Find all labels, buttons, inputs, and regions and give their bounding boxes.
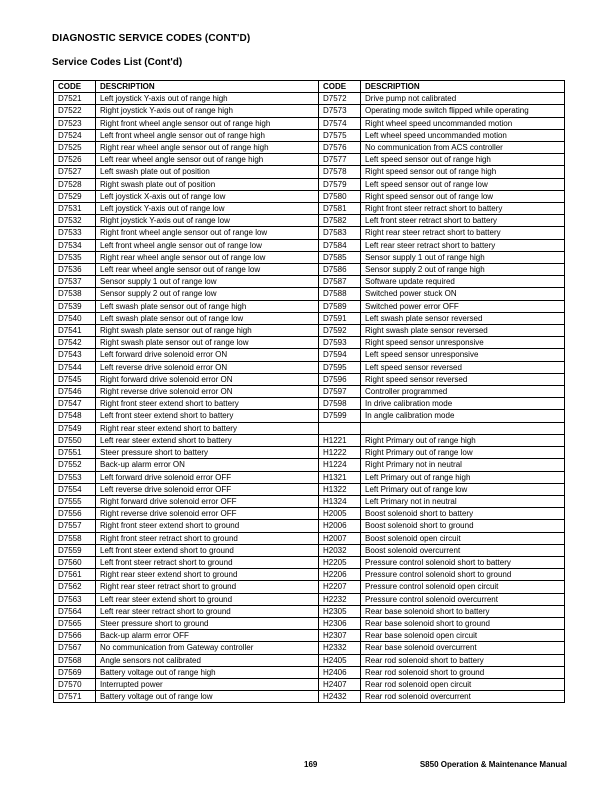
code-cell: H2232 (319, 593, 361, 605)
code-cell: D7576 (319, 142, 361, 154)
description-cell: Right Primary out of range low (361, 447, 565, 459)
table-row (54, 251, 565, 263)
code-cell: D7548 (54, 410, 96, 422)
code-cell: D7563 (54, 593, 96, 605)
table-row (54, 471, 565, 483)
description-cell: Right reverse drive solenoid error ON (96, 386, 319, 398)
code-cell: D7578 (319, 166, 361, 178)
code-cell: D7525 (54, 142, 96, 154)
table-row (54, 105, 565, 117)
table-row (54, 532, 565, 544)
code-cell: D7555 (54, 495, 96, 507)
table-row (54, 337, 565, 349)
table-row (54, 386, 565, 398)
table-row (54, 544, 565, 556)
description-cell: Right rear steer extend short to battery (96, 422, 319, 434)
description-cell: Right wheel speed uncommanded motion (361, 117, 565, 129)
description-cell: Left rear steer retract short to ground (96, 605, 319, 617)
code-cell: D7568 (54, 654, 96, 666)
table-row (54, 215, 565, 227)
description-cell: Right rear steer extend short to ground (96, 569, 319, 581)
description-cell: Rear rod solenoid short to ground (361, 666, 565, 678)
code-cell: D7522 (54, 105, 96, 117)
code-cell: D7539 (54, 300, 96, 312)
code-cell: D7541 (54, 325, 96, 337)
description-cell: Left Primary out of range high (361, 471, 565, 483)
table-body (54, 93, 565, 703)
code-cell: D7584 (319, 239, 361, 251)
code-cell: D7565 (54, 617, 96, 629)
code-cell: D7547 (54, 398, 96, 410)
description-cell: Left forward drive solenoid error OFF (96, 471, 319, 483)
description-cell: Rear base solenoid short to ground (361, 617, 565, 629)
code-cell: D7551 (54, 447, 96, 459)
table-row (54, 312, 565, 324)
table-row (54, 361, 565, 373)
code-cell: D7588 (319, 288, 361, 300)
table-row (54, 605, 565, 617)
description-cell: Left rear steer extend short to battery (96, 434, 319, 446)
description-cell: Left rear steer extend short to ground (96, 593, 319, 605)
code-cell: D7558 (54, 532, 96, 544)
page-number: 169 (304, 760, 318, 769)
code-cell: H2032 (319, 544, 361, 556)
description-cell: Left Primary not in neutral (361, 495, 565, 507)
code-cell (319, 422, 361, 434)
code-cell: D7564 (54, 605, 96, 617)
table-row (54, 593, 565, 605)
description-cell: Left reverse drive solenoid error ON (96, 361, 319, 373)
table-row (54, 117, 565, 129)
description-cell: Controller programmed (361, 386, 565, 398)
table-row (54, 447, 565, 459)
code-cell: H2005 (319, 508, 361, 520)
description-cell: Sensor supply 1 out of range low (96, 276, 319, 288)
code-cell: D7544 (54, 361, 96, 373)
description-cell: Switched power stuck ON (361, 288, 565, 300)
code-cell: D7597 (319, 386, 361, 398)
description-cell: Rear rod solenoid overcurrent (361, 691, 565, 703)
description-cell: Back-up alarm error ON (96, 459, 319, 471)
description-cell: Right front steer retract short to ground (96, 532, 319, 544)
code-cell: D7573 (319, 105, 361, 117)
description-cell: Right rear steer retract short to ground (96, 581, 319, 593)
code-cell: H2432 (319, 691, 361, 703)
description-cell: Left Primary out of range low (361, 483, 565, 495)
description-cell: Right speed sensor out of range low (361, 190, 565, 202)
code-cell: D7552 (54, 459, 96, 471)
code-cell: D7524 (54, 129, 96, 141)
code-cell: D7574 (319, 117, 361, 129)
description-cell: Left front steer extend short to battery (96, 410, 319, 422)
description-cell: Sensor supply 2 out of range high (361, 264, 565, 276)
description-cell: No communication from ACS controller (361, 142, 565, 154)
code-cell: D7592 (319, 325, 361, 337)
description-cell: Rear rod solenoid open circuit (361, 678, 565, 690)
description-cell: Left joystick Y-axis out of range low (96, 203, 319, 215)
code-cell: D7535 (54, 251, 96, 263)
code-cell: D7579 (319, 178, 361, 190)
description-cell: Rear base solenoid open circuit (361, 630, 565, 642)
code-cell: D7532 (54, 215, 96, 227)
description-cell: Left swash plate sensor out of range high (96, 300, 319, 312)
code-cell: D7560 (54, 556, 96, 568)
table-row (54, 569, 565, 581)
description-cell: Sensor supply 1 out of range high (361, 251, 565, 263)
description-cell: Operating mode switch flipped while operating (361, 105, 565, 117)
description-cell: Right front steer extend short to ground (96, 520, 319, 532)
code-cell: D7586 (319, 264, 361, 276)
table-row (54, 264, 565, 276)
description-cell: Boost solenoid short to battery (361, 508, 565, 520)
table-header-row (54, 81, 565, 93)
description-cell: Sensor supply 2 out of range low (96, 288, 319, 300)
code-cell: D7546 (54, 386, 96, 398)
code-cell: H1224 (319, 459, 361, 471)
code-cell: H2305 (319, 605, 361, 617)
code-cell: D7529 (54, 190, 96, 202)
description-cell: Pressure control solenoid open circuit (361, 581, 565, 593)
description-cell: Left swash plate sensor reversed (361, 312, 565, 324)
code-cell: H2407 (319, 678, 361, 690)
code-cell: D7543 (54, 349, 96, 361)
description-cell: Left speed sensor unresponsive (361, 349, 565, 361)
code-cell: D7581 (319, 203, 361, 215)
table-row (54, 483, 565, 495)
code-cell: D7559 (54, 544, 96, 556)
code-cell: D7545 (54, 373, 96, 385)
description-cell: Boost solenoid short to ground (361, 520, 565, 532)
code-cell: H1322 (319, 483, 361, 495)
code-cell: D7567 (54, 642, 96, 654)
table-row (54, 642, 565, 654)
code-cell: D7571 (54, 691, 96, 703)
code-cell: H2206 (319, 569, 361, 581)
code-cell: H2207 (319, 581, 361, 593)
description-cell: Rear rod solenoid short to battery (361, 654, 565, 666)
description-cell: Right speed sensor unresponsive (361, 337, 565, 349)
header-code-right: CODE (319, 81, 361, 93)
code-cell: D7540 (54, 312, 96, 324)
code-cell: D7577 (319, 154, 361, 166)
table-row (54, 398, 565, 410)
description-cell: Angle sensors not calibrated (96, 654, 319, 666)
code-cell: H2406 (319, 666, 361, 678)
code-cell: D7521 (54, 93, 96, 105)
description-cell: Left speed sensor out of range high (361, 154, 565, 166)
description-cell: No communication from Gateway controller (96, 642, 319, 654)
table-row (54, 239, 565, 251)
description-cell: Left swash plate out of position (96, 166, 319, 178)
description-cell: Pressure control solenoid overcurrent (361, 593, 565, 605)
description-cell: Right forward drive solenoid error OFF (96, 495, 319, 507)
description-cell: Rear base solenoid short to battery (361, 605, 565, 617)
table-row (54, 691, 565, 703)
code-cell: H2332 (319, 642, 361, 654)
table-row (54, 630, 565, 642)
description-cell: Right front wheel angle sensor out of range high (96, 117, 319, 129)
description-cell: In drive calibration mode (361, 398, 565, 410)
code-cell: D7596 (319, 373, 361, 385)
code-cell: H1324 (319, 495, 361, 507)
table-row (54, 203, 565, 215)
description-cell: Boost solenoid overcurrent (361, 544, 565, 556)
service-codes-table (53, 80, 565, 703)
table-row (54, 325, 565, 337)
table-row (54, 422, 565, 434)
table-row (54, 666, 565, 678)
description-cell: Right swash plate out of position (96, 178, 319, 190)
description-cell: Steer pressure short to ground (96, 617, 319, 629)
description-cell: Right Primary not in neutral (361, 459, 565, 471)
description-cell: Left front wheel angle sensor out of range low (96, 239, 319, 251)
header-description-right: DESCRIPTION (361, 81, 565, 93)
description-cell: Rear base solenoid overcurrent (361, 642, 565, 654)
description-cell: Left swash plate sensor out of range low (96, 312, 319, 324)
table-row (54, 166, 565, 178)
code-cell: D7554 (54, 483, 96, 495)
code-cell: D7587 (319, 276, 361, 288)
code-cell: D7566 (54, 630, 96, 642)
table-row (54, 276, 565, 288)
table-row (54, 373, 565, 385)
code-cell: D7572 (319, 93, 361, 105)
code-cell: D7536 (54, 264, 96, 276)
code-cell: D7549 (54, 422, 96, 434)
code-cell: D7538 (54, 288, 96, 300)
code-cell: D7562 (54, 581, 96, 593)
description-cell: Right front steer retract short to battery (361, 203, 565, 215)
table-row (54, 508, 565, 520)
code-cell: H1321 (319, 471, 361, 483)
table-row (54, 178, 565, 190)
description-cell: Right front steer extend short to battery (96, 398, 319, 410)
code-cell: H2205 (319, 556, 361, 568)
header-code-left: CODE (54, 81, 96, 93)
section-subheading: Service Codes List (Cont'd) (52, 57, 183, 68)
description-cell: Left rear wheel angle sensor out of range low (96, 264, 319, 276)
table-row (54, 93, 565, 105)
code-cell: D7583 (319, 227, 361, 239)
page-heading: DIAGNOSTIC SERVICE CODES (CONT'D) (52, 33, 251, 44)
code-cell: H2007 (319, 532, 361, 544)
code-cell: D7575 (319, 129, 361, 141)
description-cell: Left front steer retract short to battery (361, 215, 565, 227)
table-row (54, 349, 565, 361)
code-cell: D7534 (54, 239, 96, 251)
description-cell: Switched power error OFF (361, 300, 565, 312)
table-row (54, 678, 565, 690)
description-cell: Left joystick Y-axis out of range high (96, 93, 319, 105)
description-cell: Left joystick X-axis out of range low (96, 190, 319, 202)
header-description-left: DESCRIPTION (96, 81, 319, 93)
table-row (54, 556, 565, 568)
code-cell: D7533 (54, 227, 96, 239)
code-cell: D7570 (54, 678, 96, 690)
description-cell: Right rear steer retract short to battery (361, 227, 565, 239)
table-row (54, 227, 565, 239)
code-cell: D7569 (54, 666, 96, 678)
code-cell: D7591 (319, 312, 361, 324)
code-cell: D7582 (319, 215, 361, 227)
code-cell: D7557 (54, 520, 96, 532)
code-cell: H1221 (319, 434, 361, 446)
description-cell: Left reverse drive solenoid error OFF (96, 483, 319, 495)
description-cell: Left rear steer retract short to battery (361, 239, 565, 251)
table-row (54, 459, 565, 471)
description-cell: Battery voltage out of range high (96, 666, 319, 678)
table-row (54, 654, 565, 666)
description-cell: Right joystick Y-axis out of range low (96, 215, 319, 227)
description-cell: Left front steer retract short to ground (96, 556, 319, 568)
description-cell: In angle calibration mode (361, 410, 565, 422)
table-row (54, 129, 565, 141)
code-cell: D7523 (54, 117, 96, 129)
code-cell: D7598 (319, 398, 361, 410)
table-row (54, 495, 565, 507)
code-cell: D7550 (54, 434, 96, 446)
code-cell: D7531 (54, 203, 96, 215)
description-cell: Right reverse drive solenoid error OFF (96, 508, 319, 520)
code-cell: H1222 (319, 447, 361, 459)
description-cell: Pressure control solenoid short to ground (361, 569, 565, 581)
code-cell: D7553 (54, 471, 96, 483)
description-cell: Interrupted power (96, 678, 319, 690)
code-cell: D7589 (319, 300, 361, 312)
description-cell: Left wheel speed uncommanded motion (361, 129, 565, 141)
code-cell: D7599 (319, 410, 361, 422)
description-cell: Left rear wheel angle sensor out of range high (96, 154, 319, 166)
description-cell: Left speed sensor out of range low (361, 178, 565, 190)
code-cell: H2405 (319, 654, 361, 666)
manual-title: S850 Operation & Maintenance Manual (419, 760, 567, 769)
description-cell: Right joystick Y-axis out of range high (96, 105, 319, 117)
description-cell: Software update required (361, 276, 565, 288)
table-row (54, 434, 565, 446)
code-cell: D7593 (319, 337, 361, 349)
description-cell: Left forward drive solenoid error ON (96, 349, 319, 361)
code-cell: D7528 (54, 178, 96, 190)
description-cell (361, 422, 565, 434)
code-cell: D7585 (319, 251, 361, 263)
code-cell: H2306 (319, 617, 361, 629)
description-cell: Back-up alarm error OFF (96, 630, 319, 642)
description-cell: Right speed sensor out of range high (361, 166, 565, 178)
description-cell: Right rear wheel angle sensor out of range high (96, 142, 319, 154)
description-cell: Right swash plate sensor out of range high (96, 325, 319, 337)
table-row (54, 581, 565, 593)
description-cell: Right swash plate sensor out of range low (96, 337, 319, 349)
code-cell: D7527 (54, 166, 96, 178)
code-cell: D7561 (54, 569, 96, 581)
description-cell: Pressure control solenoid short to battery (361, 556, 565, 568)
code-cell: D7595 (319, 361, 361, 373)
code-cell: D7537 (54, 276, 96, 288)
description-cell: Boost solenoid open circuit (361, 532, 565, 544)
description-cell: Drive pump not calibrated (361, 93, 565, 105)
description-cell: Battery voltage out of range low (96, 691, 319, 703)
table-row (54, 410, 565, 422)
description-cell: Right Primary out of range high (361, 434, 565, 446)
code-cell: D7594 (319, 349, 361, 361)
description-cell: Steer pressure short to battery (96, 447, 319, 459)
code-cell: H2307 (319, 630, 361, 642)
description-cell: Left speed sensor reversed (361, 361, 565, 373)
description-cell: Left front steer extend short to ground (96, 544, 319, 556)
description-cell: Right front wheel angle sensor out of range low (96, 227, 319, 239)
description-cell: Right forward drive solenoid error ON (96, 373, 319, 385)
table-row (54, 154, 565, 166)
table-row (54, 288, 565, 300)
table-row (54, 300, 565, 312)
description-cell: Left front wheel angle sensor out of range high (96, 129, 319, 141)
code-cell: D7526 (54, 154, 96, 166)
table-row (54, 520, 565, 532)
table-row (54, 617, 565, 629)
code-cell: D7580 (319, 190, 361, 202)
code-cell: D7542 (54, 337, 96, 349)
table-row (54, 142, 565, 154)
code-cell: D7556 (54, 508, 96, 520)
table-row (54, 190, 565, 202)
code-cell: H2006 (319, 520, 361, 532)
description-cell: Right speed sensor reversed (361, 373, 565, 385)
description-cell: Right swash plate sensor reversed (361, 325, 565, 337)
description-cell: Right rear wheel angle sensor out of range low (96, 251, 319, 263)
